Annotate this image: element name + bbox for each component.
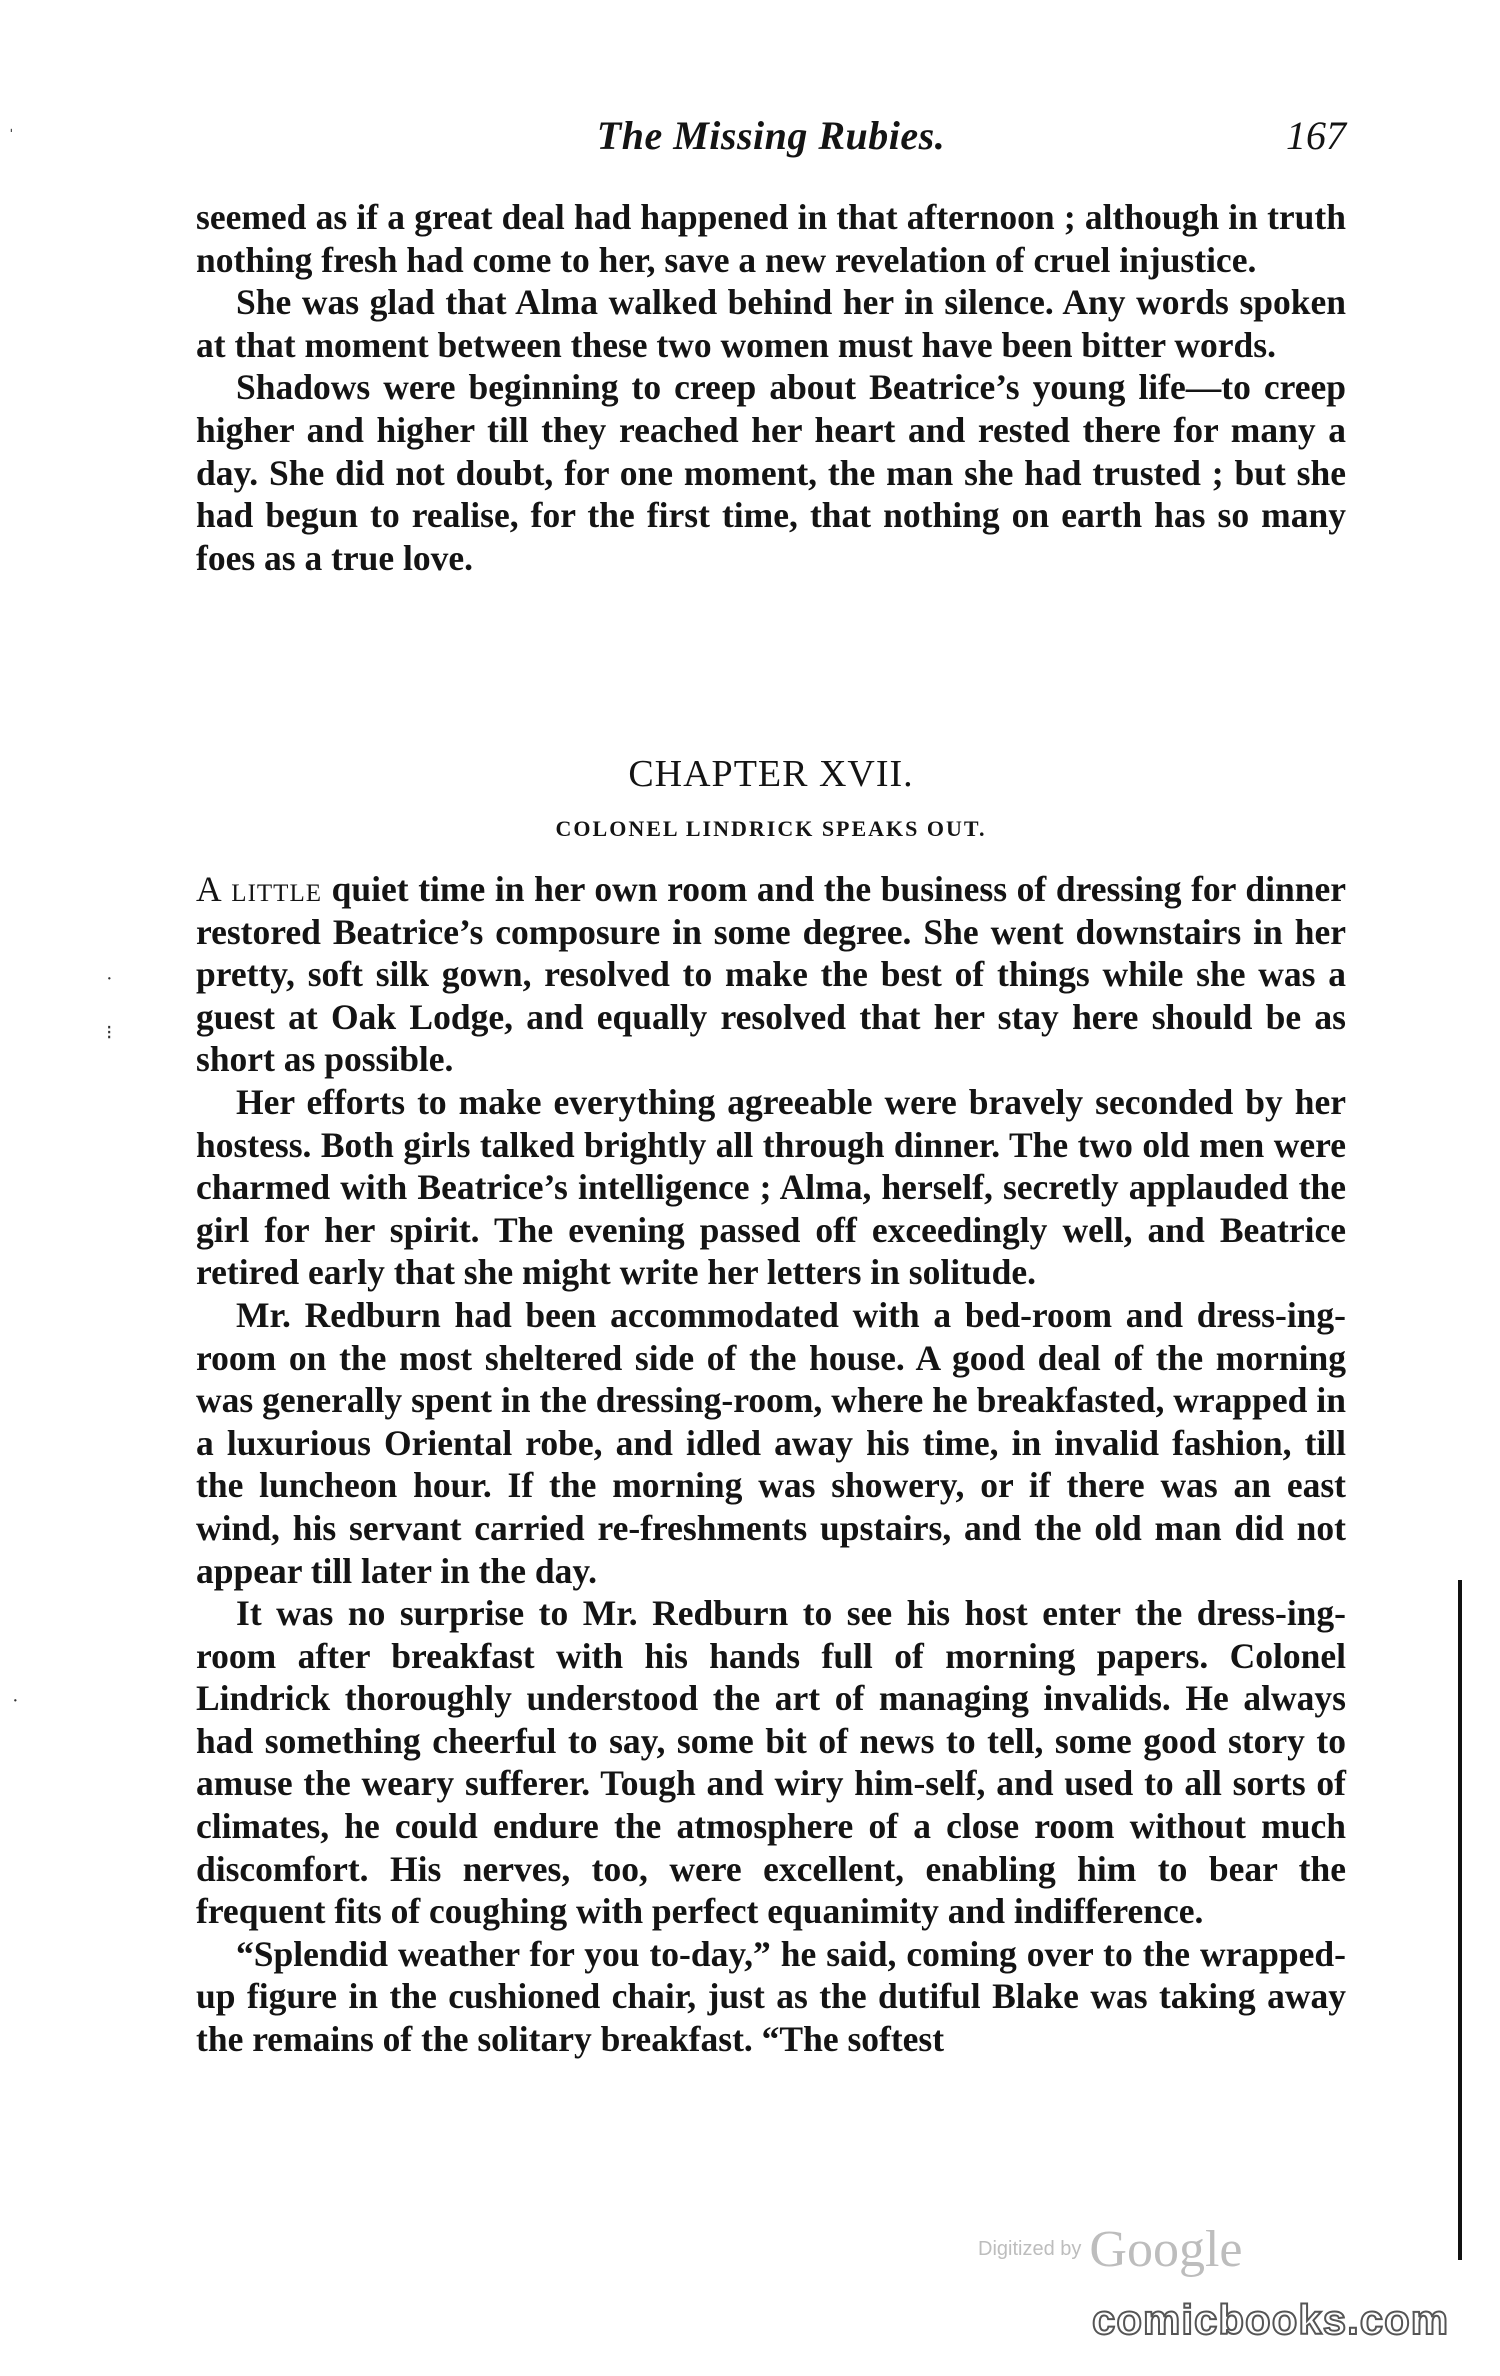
scan-speck: · [12, 1690, 19, 1712]
text-block-chapter [196, 868, 1346, 2061]
paragraph: seemed as if a great deal had happened in that afternoon ; although in truth nothing fresh had come to her, save a new revelation of cruel injustice. [196, 197, 1346, 280]
opening-rest: quiet time in her own room and the business of dressing for dinner restored Beatrice’s composure in some degree. She went downstairs in her pretty, soft silk gown, resolved to make the best of things while she was a guest at Oak Lodge, and equally resolved that her stay here should be as short as possible. [196, 869, 1346, 1080]
paragraph: Her efforts to make everything agreeable were bravely seconded by her hostess. Both girls talked brightly all through dinner. The two old men were charmed with Beatrice’s intelligence ; Alma, herself, secretly applauded the girl for her spirit. The evening passed off exceedingly well, and Beatrice retired early that she might write her letters in solitude. [196, 1081, 1346, 1293]
scan-speck: · [106, 968, 113, 990]
running-title: The Missing Rubies. [596, 113, 946, 158]
page-number: 167 [1286, 113, 1346, 158]
text-block-before-chapter [196, 196, 1346, 579]
paragraph: Shadows were beginning to creep about Beatrice’s young life—to creep higher and higher till they reached her heart and rested there for many a day. She did not doubt, for one moment, the man she had trusted ; but she had begun to realise, for the first time, that nothing on earth has so many foes as a true love. [196, 367, 1346, 578]
running-head [196, 112, 1346, 172]
scan-speck: ⁝ [106, 1022, 113, 1044]
paragraph: Mr. Redburn had been accommodated with a bed-room and dress-ing-room on the most sheltered side of the house. A good deal of the morning was generally spent in the dressing-room, where he breakfasted, wrapped in a luxurious Oriental robe, and idled away his time, in invalid fashion, till the luncheon hour. If the morning was showery, or if there was an east wind, his servant carried re-freshments upstairs, and the old man did not appear till later in the day. [196, 1294, 1346, 1591]
paragraph: She was glad that Alma walked behind her in silence. Any words spoken at that moment between these two women must have been bitter words. [196, 282, 1346, 365]
chapter-heading: CHAPTER XVII. [628, 753, 914, 795]
google-digitized-watermark [978, 2220, 1298, 2280]
paragraph: “Splendid weather for you to-day,” he said, coming over to the wrapped-up figure in the cushioned chair, just as the dutiful Blake was taking away the remains of the solitary breakfast. “The softest [196, 1933, 1346, 2060]
google-logo-text: Google [1089, 2221, 1243, 2278]
site-watermark: comicbooks.com [1092, 2296, 1450, 2343]
paragraph: It was no surprise to Mr. Redburn to see his host enter the dress-ing-room after breakfast with his hands full of morning papers. Colonel Lindrick thoroughly understood the art of managing invalids. He always had something cheerful to say, some bit of news to tell, some good story to amuse the weary sufferer. Tough and wiry him-self, and used to all sorts of climates, he could endure the atmosphere of a close room without much discomfort. His nerves, too, were excellent, enabling him to bear the frequent fits of coughing with perfect equanimity and indifference. [196, 1593, 1346, 1932]
scan-speck: ˈ [8, 126, 15, 148]
chapter-opening-paragraph [196, 868, 1346, 1081]
opening-small-caps: A little [196, 869, 322, 909]
digitized-by-text: Digitized by [978, 2238, 1082, 2260]
scan-edge-shadow [1458, 1580, 1462, 2260]
chapter-subtitle: COLONEL LINDRICK SPEAKS OUT. [555, 816, 987, 841]
